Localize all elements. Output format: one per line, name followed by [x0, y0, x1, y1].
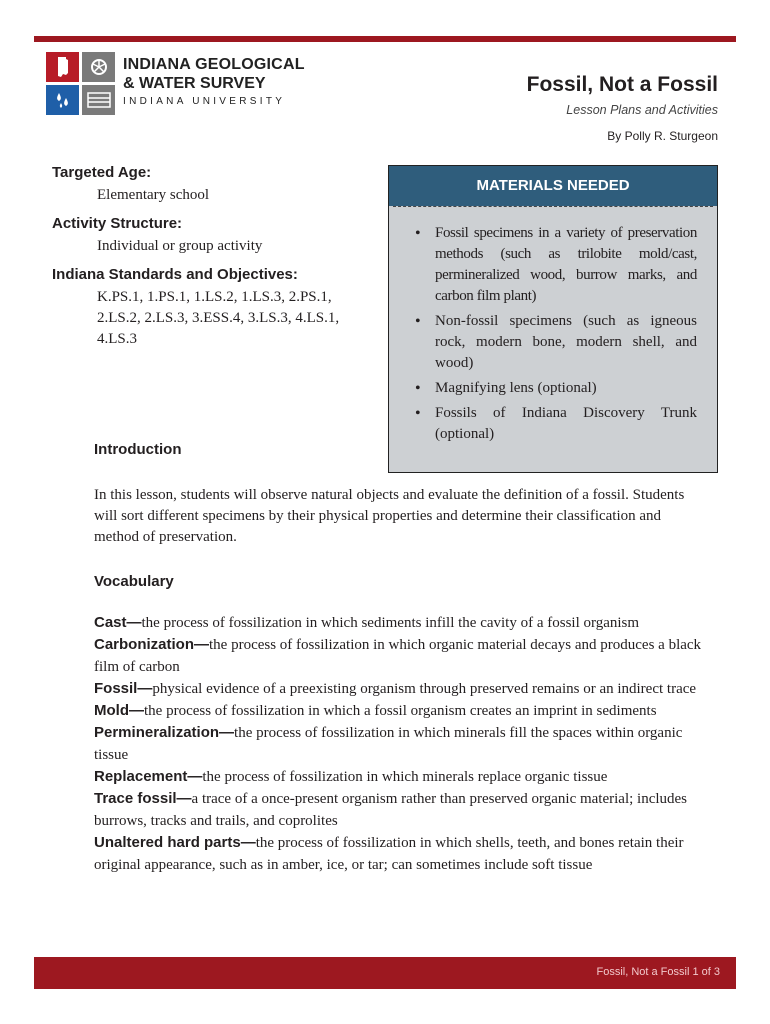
page-footer: [34, 957, 736, 989]
vocab-entry: [94, 832, 704, 876]
vocab-entry: [94, 700, 704, 722]
materials-divider: [393, 206, 713, 207]
materials-item: • Fossils of Indiana Discovery Trunk (optional): [435, 403, 697, 445]
vocab-definition: the process of fossilization in which a fossil organism creates an imprint in sediments: [144, 703, 657, 719]
org-name-line2: & WATER SURVEY: [123, 75, 266, 92]
vocab-term: Permineralization—: [94, 724, 235, 741]
document-subtitle: Lesson Plans and Activities: [566, 103, 718, 117]
document-title: Fossil, Not a Fossil: [526, 73, 718, 96]
materials-heading: MATERIALS NEEDED: [389, 166, 717, 206]
standards-value: K.PS.1, 1.PS.1, 1.LS.2, 1.LS.3, 2.PS.1, 2.LS.2, 2.LS.3, 3.ESS.4, 3.LS.3, 4.LS.1, 4.LS.3: [97, 289, 340, 347]
vocab-term: Unaltered hard parts—: [94, 834, 256, 851]
org-name-line1: INDIANA GEOLOGICAL: [123, 56, 305, 73]
logo-wordmark: [123, 55, 305, 109]
vocab-definition: the process of fossilization in which shells, teeth, and bones retain their original appearance, such as in amber, ice, or tar; can sometimes include soft tissue: [94, 835, 684, 873]
author-byline: By Polly R. Sturgeon: [607, 129, 718, 143]
vocab-term: Fossil—: [94, 680, 153, 697]
vocab-entry: [94, 722, 704, 766]
vocab-term: Cast—: [94, 614, 142, 631]
vocab-term: Trace fossil—: [94, 790, 192, 807]
materials-item: • Fossil specimens in a variety of preservation methods (such as trilobite mold/cast, permineralized wood, burrow marks, and carbon film plant): [435, 223, 697, 307]
activity-structure-value: Individual or group activity: [97, 238, 263, 254]
top-rule: [34, 36, 736, 42]
lesson-info: [52, 163, 372, 358]
vocabulary-heading: Vocabulary: [94, 573, 174, 590]
activity-structure-label: Activity Structure:: [52, 215, 183, 232]
vocab-entry: [94, 678, 704, 700]
rock-strata-icon: [82, 85, 115, 115]
vocab-definition: the process of fossilization in which sediments infill the cavity of a fossil organism: [141, 615, 640, 631]
vocab-definition: a trace of a once-present organism rather than preserved organic material; includes burrows, tracks and trails, and coprolites: [94, 791, 688, 829]
materials-box: [388, 165, 718, 473]
introduction-text: In this lesson, students will observe natural objects and evaluate the definition of a fossil. Students will sort different specimens by their physical properties and determine their classification and method of preservation.: [94, 487, 685, 545]
vocab-term: Carbonization—: [94, 636, 209, 653]
vocab-entry: [94, 634, 704, 678]
targeted-age-value: Elementary school: [97, 187, 210, 203]
indiana-state-icon: [46, 52, 79, 82]
materials-item: • Magnifying lens (optional): [435, 378, 697, 399]
footer-page-label: Fossil, Not a Fossil 1 of 3: [596, 966, 720, 978]
vocab-definition: the process of fossilization in which minerals replace organic tissue: [202, 769, 608, 785]
vocab-entry: [94, 612, 704, 634]
introduction-heading: Introduction: [94, 441, 182, 458]
materials-item: • Non-fossil specimens (such as igneous rock, modern bone, modern shell, and wood): [435, 311, 697, 374]
vocab-definition: physical evidence of a preexisting organism through preserved remains or an indirect trace: [152, 681, 697, 697]
vocab-term: Replacement—: [94, 768, 203, 785]
igws-logo[interactable]: [46, 52, 306, 122]
vocab-definition: the process of fossilization in which minerals fill the spaces within organic tissue: [94, 725, 683, 763]
water-drops-icon: [46, 85, 79, 115]
org-university: INDIANA UNIVERSITY: [123, 96, 286, 107]
vocabulary-list: [94, 612, 704, 876]
vocab-entry: [94, 788, 704, 832]
targeted-age-label: Targeted Age:: [52, 164, 152, 181]
fossil-shell-icon: [82, 52, 115, 82]
materials-list: [389, 223, 697, 445]
vocab-entry: [94, 766, 704, 788]
vocab-term: Mold—: [94, 702, 144, 719]
standards-label: Indiana Standards and Objectives:: [52, 266, 298, 283]
vocab-definition: the process of fossilization in which organic material decays and produces a black film of carbon: [94, 637, 702, 675]
